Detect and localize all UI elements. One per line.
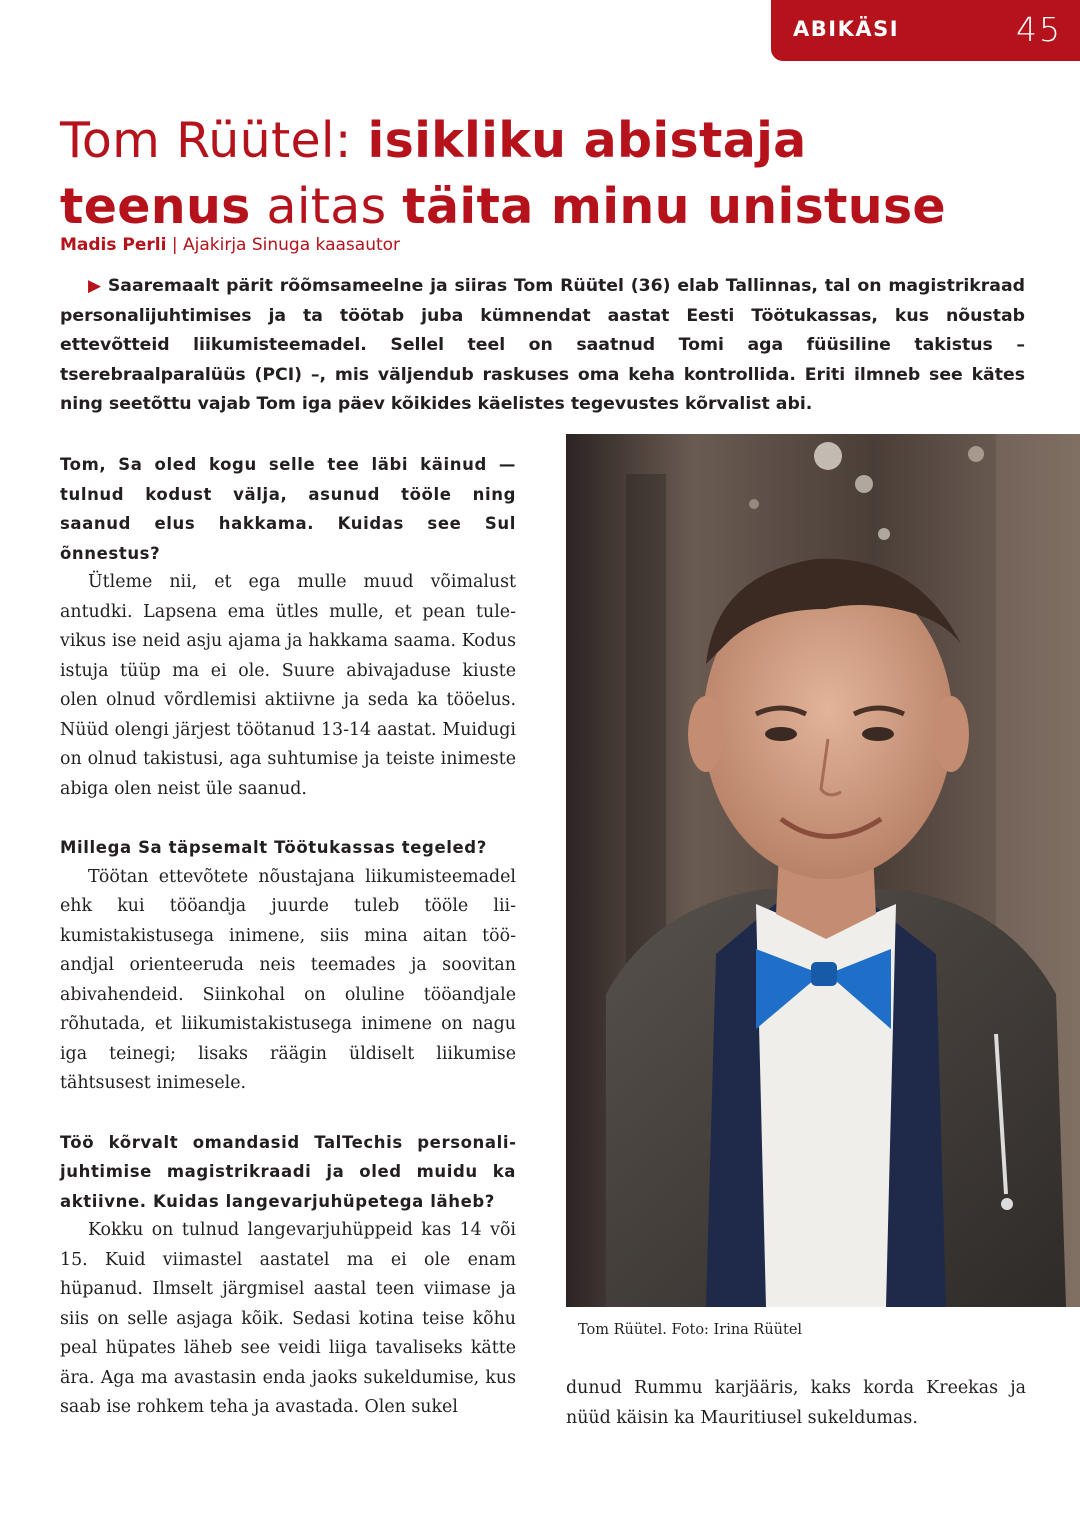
portrait-photo: [566, 434, 1080, 1307]
article-column-left: [60, 450, 516, 1423]
byline: [60, 235, 400, 255]
answer-3-continued: dunud Rummu karjääris, kaks korda Kreekas ja nüüd käisin ka Mauritiusel sukeldumas.: [566, 1378, 1026, 1428]
question-2: Millega Sa täpsemalt Töötukassas tegeled?: [60, 838, 487, 857]
question-3: Töö kõrvalt omandasid TalTechis personalijuhtimise magistrikraadi ja oled muidu ka aktiivne. Kuidas langevarjuhüpetega läheb?: [60, 1132, 516, 1211]
question-1: Tom, Sa oled kogu selle tee läbi käinud — tulnud kodust välja, asunud tööle ning saanud elus hakkama. Kuidas see Sul õnnestus?: [60, 455, 516, 563]
article-headline: [60, 108, 1060, 240]
photo-caption: Tom Rüütel. Foto: Irina Rüütel: [578, 1322, 803, 1338]
lead-paragraph: [60, 272, 1025, 420]
article-column-right: [566, 1374, 1026, 1433]
headline-bold-1: isikliku abistaja: [367, 112, 807, 169]
page-number: 45: [1016, 10, 1062, 49]
headline-bold-2: teenus: [60, 178, 251, 235]
byline-separator: |: [166, 235, 183, 255]
triangle-marker-icon: ▶: [88, 276, 102, 296]
lead-text: Saaremaalt pärit rõõmsameelne ja siiras Tom Rüütel (36) elab Tallinnas, tal on magistrikraad personalijuhtimises ja ta töötab juba kümnendat aastat Eesti Töötukassas, kus nõustab ettevõtteid liikumisteemadel. Sellel teel on saatnud Tomi aga füüsiline takistus – tserebraalparalüüs (PCI) –, mis väljendub raskuses oma keha kontrollida. Eriti ilmneb see kätes ning seetõttu vajab Tom iga päev kõikides käelistes tegevustes kõrvalist abi.: [60, 276, 1025, 414]
answer-2: Töötan ettevõtete nõustajana liikumisteemadel ehk kui tööandja juurde tuleb tööle liikumistakistusega inimene, siis mina aitan tööandjal orienteeruda neis teemades ja soovitan abivahendeid. Siinkohal on oluline tööandjale rõhutada, et liikumistakistusega inimene on nagu iga teinegi; lisaks räägin üldiselt liikumise tähtsusest inimesele.: [60, 866, 516, 1093]
author-role: Ajakirja Sinuga kaasautor: [183, 235, 401, 255]
answer-1: Ütleme nii, et ega mulle muud võimalust antudki. Lapsena ema ütles mulle, et pean tulevikus ise neid asju ajama ja hakkama saama. Kodus istuja tüüp ma ei ole. Suure abivajaduse kiuste olen olnud võrdlemisi aktiivne ja seda ka tööelus. Nüüd olengi järjest töötanud 13-14 aastat. Muidugi on olnud takistusi, aga suhtumise ja teiste inimeste abiga olen neist üle saanud.: [60, 572, 516, 799]
section-label: ABIKÄSI: [793, 17, 900, 41]
headline-name: Tom Rüütel:: [60, 112, 368, 169]
answer-3: Kokku on tulnud langevarjuhüppeid kas 14 või 15. Kuid viimastel aastatel ma ei ole enam hüpanud. Ilmselt järgmisel aastal teen viimase ja siis on selle asjaga kõik. Sedasi kotina teise kõhu peal hüpates läheb see veidi liiga tavaliseks kätte ära. Aga ma avastasin enda jaoks sukeldumise, kus saab ise rohkem teha ja avastada. Olen sukel: [60, 1220, 516, 1417]
headline-light: aitas: [250, 178, 403, 235]
headline-bold-3: täita minu unistuse: [402, 178, 946, 235]
author-name: Madis Perli: [60, 235, 167, 255]
